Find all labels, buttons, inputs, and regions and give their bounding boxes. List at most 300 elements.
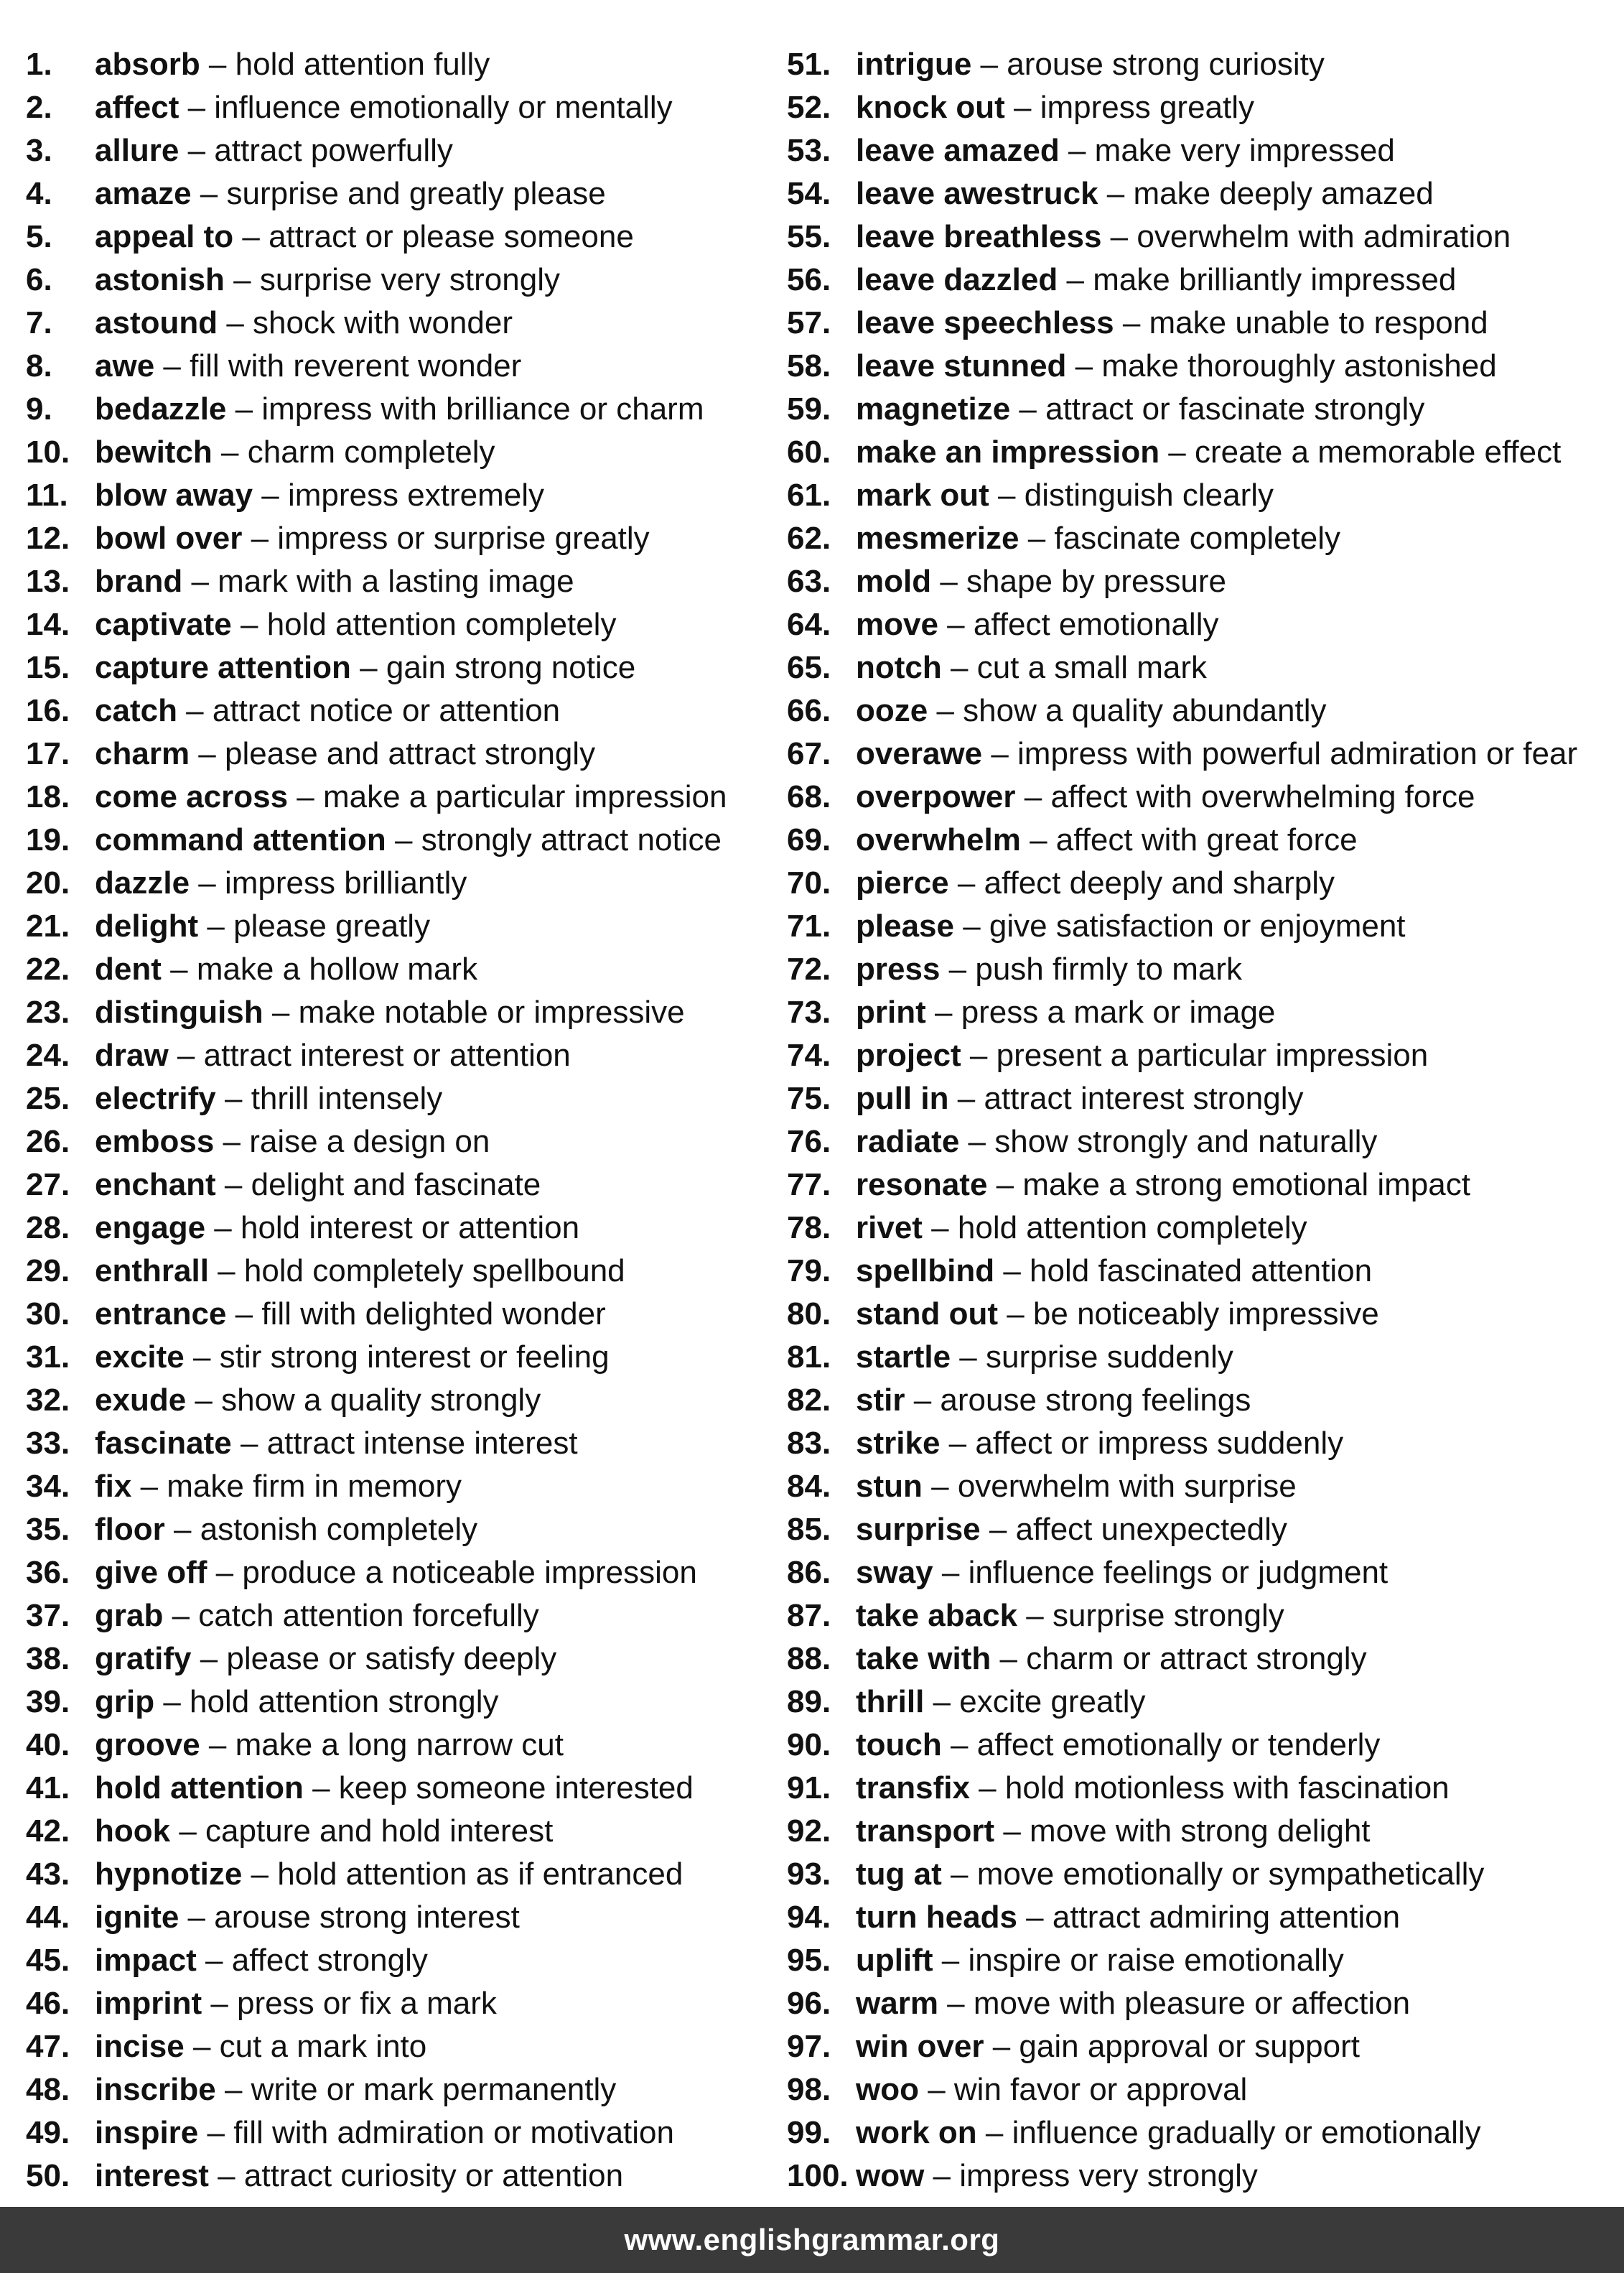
list-item bbox=[26, 1336, 773, 1379]
item-term: take aback bbox=[856, 1598, 1018, 1633]
item-number: 23. bbox=[26, 995, 70, 1030]
item-term: astound bbox=[95, 305, 218, 340]
item-definition: hold completely spellbound bbox=[243, 1253, 625, 1288]
item-definition: impress greatly bbox=[1040, 90, 1255, 125]
footer-url: www.englishgrammar.org bbox=[624, 2223, 1000, 2256]
item-term: bedazzle bbox=[95, 391, 227, 427]
item-term: interest bbox=[95, 2158, 209, 2193]
item-term: excite bbox=[95, 1339, 185, 1375]
item-definition: shape by pressure bbox=[966, 564, 1227, 599]
item-term: overawe bbox=[856, 736, 983, 771]
item-number: 68. bbox=[787, 779, 831, 814]
item-definition: raise a design on bbox=[249, 1124, 490, 1159]
item-separator: – bbox=[940, 952, 976, 987]
list-item bbox=[787, 2111, 1620, 2155]
item-definition: surprise very strongly bbox=[259, 262, 560, 297]
item-separator: – bbox=[198, 908, 234, 944]
item-separator: – bbox=[969, 1770, 1005, 1805]
item-separator: – bbox=[164, 1512, 200, 1547]
item-definition: present a particular impression bbox=[996, 1038, 1429, 1073]
item-separator: – bbox=[350, 650, 386, 685]
item-term: absorb bbox=[95, 47, 200, 82]
item-term: win over bbox=[856, 2029, 984, 2064]
item-separator: – bbox=[1010, 391, 1046, 427]
item-term: blow away bbox=[95, 478, 253, 513]
list-item bbox=[787, 1207, 1620, 1250]
item-definition: make a hollow mark bbox=[196, 952, 478, 987]
list-item bbox=[26, 345, 773, 388]
item-definition: affect unexpectedly bbox=[1015, 1512, 1287, 1547]
item-separator: – bbox=[177, 693, 213, 728]
item-term: groove bbox=[95, 1727, 200, 1762]
list-item bbox=[787, 2155, 1620, 2198]
item-number: 53. bbox=[787, 133, 831, 168]
item-definition: produce a noticeable impression bbox=[242, 1555, 697, 1590]
list-item bbox=[26, 560, 773, 603]
item-definition: influence emotionally or mentally bbox=[214, 90, 673, 125]
item-definition: make firm in memory bbox=[167, 1469, 462, 1504]
item-definition: impress very strongly bbox=[959, 2158, 1258, 2193]
item-separator: – bbox=[208, 2158, 244, 2193]
item-number: 95. bbox=[787, 1943, 831, 1978]
item-separator: – bbox=[994, 1813, 1030, 1849]
item-definition: distinguish clearly bbox=[1024, 478, 1274, 513]
item-number: 89. bbox=[787, 1684, 831, 1719]
list-item bbox=[26, 1594, 773, 1637]
item-term: fascinate bbox=[95, 1426, 232, 1461]
list-item bbox=[787, 517, 1620, 560]
item-number: 62. bbox=[787, 521, 831, 556]
item-separator: – bbox=[918, 2072, 954, 2107]
item-definition: hold attention completely bbox=[266, 607, 617, 642]
item-definition: attract intense interest bbox=[266, 1426, 578, 1461]
item-separator: – bbox=[924, 1684, 960, 1719]
item-separator: – bbox=[218, 305, 253, 340]
list-item bbox=[26, 1637, 773, 1681]
item-separator: – bbox=[1017, 1598, 1053, 1633]
item-separator: – bbox=[231, 1426, 267, 1461]
item-number: 100. bbox=[787, 2158, 849, 2193]
list-item bbox=[787, 1336, 1620, 1379]
item-separator: – bbox=[1098, 176, 1134, 211]
item-term: fix bbox=[95, 1469, 132, 1504]
item-number: 59. bbox=[787, 391, 831, 427]
list-item bbox=[787, 215, 1620, 259]
item-definition: impress extremely bbox=[288, 478, 544, 513]
item-definition: influence feelings or judgment bbox=[968, 1555, 1389, 1590]
item-number: 33. bbox=[26, 1426, 70, 1461]
item-definition: make thoroughly astonished bbox=[1101, 348, 1497, 384]
list-item bbox=[787, 86, 1620, 129]
item-separator: – bbox=[1159, 434, 1195, 470]
list-item bbox=[787, 1896, 1620, 1939]
item-separator: – bbox=[951, 1339, 986, 1375]
item-term: tug at bbox=[856, 1856, 942, 1892]
list-item bbox=[26, 1207, 773, 1250]
item-term: hold attention bbox=[95, 1770, 304, 1805]
item-number: 85. bbox=[787, 1512, 831, 1547]
item-number: 10. bbox=[26, 434, 70, 470]
item-separator: – bbox=[163, 1598, 199, 1633]
item-term: hook bbox=[95, 1813, 171, 1849]
item-definition: make brilliantly impressed bbox=[1093, 262, 1457, 297]
item-definition: please and attract strongly bbox=[225, 736, 596, 771]
item-separator: – bbox=[182, 564, 218, 599]
item-number: 1. bbox=[26, 47, 52, 82]
item-separator: – bbox=[200, 1727, 235, 1762]
item-number: 16. bbox=[26, 693, 70, 728]
item-number: 70. bbox=[787, 865, 831, 901]
list-item bbox=[26, 215, 773, 259]
list-item bbox=[26, 259, 773, 302]
item-number: 11. bbox=[26, 478, 68, 513]
list-item bbox=[787, 1939, 1620, 1982]
item-term: spellbind bbox=[856, 1253, 995, 1288]
list-item bbox=[26, 129, 773, 172]
item-number: 55. bbox=[787, 219, 831, 254]
item-separator: – bbox=[214, 1124, 250, 1159]
item-separator: – bbox=[994, 1253, 1030, 1288]
item-number: 17. bbox=[26, 736, 70, 771]
item-number: 39. bbox=[26, 1684, 70, 1719]
item-term: stir bbox=[856, 1382, 905, 1418]
list-item bbox=[26, 86, 773, 129]
item-separator: – bbox=[170, 1813, 206, 1849]
item-separator: – bbox=[931, 564, 967, 599]
item-number: 12. bbox=[26, 521, 70, 556]
item-number: 82. bbox=[787, 1382, 831, 1418]
item-number: 15. bbox=[26, 650, 70, 685]
item-definition: make a particular impression bbox=[322, 779, 727, 814]
item-definition: gain strong notice bbox=[386, 650, 636, 685]
item-definition: affect deeply and sharply bbox=[984, 865, 1335, 901]
item-separator: – bbox=[233, 219, 269, 254]
item-number: 28. bbox=[26, 1210, 70, 1245]
item-number: 44. bbox=[26, 1900, 70, 1935]
item-term: wow bbox=[856, 2158, 925, 2193]
list-item bbox=[26, 1422, 773, 1465]
list-item bbox=[787, 948, 1620, 991]
item-term: pull in bbox=[856, 1081, 949, 1116]
item-definition: hold motionless with fascination bbox=[1004, 1770, 1450, 1805]
item-separator: – bbox=[212, 434, 248, 470]
list-item bbox=[787, 819, 1620, 862]
item-separator: – bbox=[190, 865, 225, 901]
item-definition: move with pleasure or affection bbox=[973, 1986, 1411, 2021]
item-number: 98. bbox=[787, 2072, 831, 2107]
list-item bbox=[787, 1163, 1620, 1207]
item-term: dazzle bbox=[95, 865, 190, 901]
item-separator: – bbox=[196, 1943, 232, 1978]
item-definition: write or mark permanently bbox=[251, 2072, 617, 2107]
item-number: 81. bbox=[787, 1339, 831, 1375]
list-item bbox=[787, 302, 1620, 345]
item-number: 64. bbox=[787, 607, 831, 642]
item-term: dent bbox=[95, 952, 162, 987]
item-definition: keep someone interested bbox=[338, 1770, 694, 1805]
list-item bbox=[787, 776, 1620, 819]
item-number: 84. bbox=[787, 1469, 831, 1504]
item-term: leave awestruck bbox=[856, 176, 1098, 211]
list-item bbox=[26, 862, 773, 905]
item-separator: – bbox=[386, 822, 421, 857]
item-term: grab bbox=[95, 1598, 164, 1633]
list-item bbox=[26, 172, 773, 215]
item-definition: strongly attract notice bbox=[421, 822, 722, 857]
item-separator: – bbox=[224, 262, 260, 297]
item-term: emboss bbox=[95, 1124, 215, 1159]
item-separator: – bbox=[191, 1641, 227, 1676]
item-definition: attract curiosity or attention bbox=[243, 2158, 624, 2193]
item-number: 2. bbox=[26, 90, 52, 125]
list-item bbox=[26, 517, 773, 560]
item-separator: – bbox=[1019, 521, 1055, 556]
item-definition: surprise and greatly please bbox=[226, 176, 606, 211]
item-term: charm bbox=[95, 736, 190, 771]
item-term: overwhelm bbox=[856, 822, 1021, 857]
item-number: 20. bbox=[26, 865, 70, 901]
item-definition: make a strong emotional impact bbox=[1022, 1167, 1470, 1202]
item-separator: – bbox=[253, 478, 288, 513]
item-separator: – bbox=[953, 908, 989, 944]
item-definition: capture and hold interest bbox=[205, 1813, 554, 1849]
list-item bbox=[26, 1767, 773, 1810]
item-number: 31. bbox=[26, 1339, 70, 1375]
item-number: 4. bbox=[26, 176, 52, 211]
item-number: 35. bbox=[26, 1512, 70, 1547]
list-item bbox=[787, 1508, 1620, 1551]
item-definition: affect or impress suddenly bbox=[975, 1426, 1344, 1461]
list-item bbox=[787, 689, 1620, 733]
list-item bbox=[787, 862, 1620, 905]
item-number: 71. bbox=[787, 908, 831, 944]
item-number: 88. bbox=[787, 1641, 831, 1676]
item-definition: cut a small mark bbox=[976, 650, 1207, 685]
list-item bbox=[787, 1853, 1620, 1896]
item-separator: – bbox=[938, 607, 974, 642]
item-definition: please greatly bbox=[233, 908, 431, 944]
item-term: bowl over bbox=[95, 521, 243, 556]
item-separator: – bbox=[959, 1124, 995, 1159]
item-definition: affect emotionally or tenderly bbox=[976, 1727, 1381, 1762]
item-separator: – bbox=[184, 2029, 220, 2064]
item-definition: inspire or raise emotionally bbox=[968, 1943, 1344, 1978]
item-separator: – bbox=[941, 650, 977, 685]
list-item bbox=[787, 345, 1620, 388]
list-item bbox=[26, 2111, 773, 2155]
list-item bbox=[26, 2155, 773, 2198]
list-item bbox=[26, 1250, 773, 1293]
list-item bbox=[26, 474, 773, 517]
item-term: project bbox=[856, 1038, 961, 1073]
item-term: brand bbox=[95, 564, 183, 599]
list-item bbox=[787, 1379, 1620, 1422]
item-term: intrigue bbox=[856, 47, 972, 82]
item-term: mesmerize bbox=[856, 521, 1019, 556]
item-separator: – bbox=[1020, 822, 1056, 857]
list-item bbox=[787, 259, 1620, 302]
item-number: 47. bbox=[26, 2029, 70, 2064]
item-term: sway bbox=[856, 1555, 933, 1590]
item-term: command attention bbox=[95, 822, 386, 857]
item-separator: – bbox=[215, 1081, 251, 1116]
item-number: 36. bbox=[26, 1555, 70, 1590]
item-term: ooze bbox=[856, 693, 928, 728]
item-number: 79. bbox=[787, 1253, 831, 1288]
item-number: 42. bbox=[26, 1813, 70, 1849]
list-item bbox=[787, 603, 1620, 646]
item-definition: impress with powerful admiration or fear bbox=[1017, 736, 1578, 771]
item-definition: arouse strong interest bbox=[214, 1900, 520, 1935]
item-definition: make a long narrow cut bbox=[235, 1727, 564, 1762]
item-separator: – bbox=[1015, 779, 1051, 814]
item-definition: hold interest or attention bbox=[240, 1210, 580, 1245]
item-number: 7. bbox=[26, 305, 52, 340]
item-separator: – bbox=[925, 995, 961, 1030]
item-separator: – bbox=[179, 1900, 215, 1935]
item-separator: – bbox=[208, 1253, 244, 1288]
item-definition: overwhelm with surprise bbox=[957, 1469, 1297, 1504]
item-term: leave dazzled bbox=[856, 262, 1058, 297]
item-separator: – bbox=[961, 1038, 997, 1073]
item-definition: show a quality abundantly bbox=[963, 693, 1327, 728]
list-item bbox=[26, 646, 773, 689]
item-separator: – bbox=[940, 1426, 976, 1461]
item-separator: – bbox=[1017, 1900, 1053, 1935]
item-separator: – bbox=[242, 1856, 278, 1892]
list-item bbox=[787, 474, 1620, 517]
item-definition: attract or fascinate strongly bbox=[1045, 391, 1425, 427]
item-separator: – bbox=[202, 1986, 238, 2021]
item-term: please bbox=[856, 908, 954, 944]
item-term: make an impression bbox=[856, 434, 1160, 470]
item-number: 60. bbox=[787, 434, 831, 470]
item-separator: – bbox=[168, 1038, 204, 1073]
item-number: 77. bbox=[787, 1167, 831, 1202]
list-item bbox=[787, 431, 1620, 474]
list-item bbox=[26, 991, 773, 1034]
item-definition: excite greatly bbox=[959, 1684, 1146, 1719]
item-definition: charm or attract strongly bbox=[1026, 1641, 1367, 1676]
item-number: 13. bbox=[26, 564, 70, 599]
item-separator: – bbox=[976, 2115, 1012, 2150]
item-definition: impress brilliantly bbox=[224, 865, 467, 901]
item-term: touch bbox=[856, 1727, 942, 1762]
list-item bbox=[26, 776, 773, 819]
item-number: 83. bbox=[787, 1426, 831, 1461]
item-term: enthrall bbox=[95, 1253, 209, 1288]
item-term: appeal to bbox=[95, 219, 234, 254]
item-number: 21. bbox=[26, 908, 70, 944]
item-separator: – bbox=[231, 607, 267, 642]
item-term: transfix bbox=[856, 1770, 970, 1805]
item-term: leave amazed bbox=[856, 133, 1060, 168]
item-separator: – bbox=[179, 133, 215, 168]
item-term: turn heads bbox=[856, 1900, 1017, 1935]
item-separator: – bbox=[190, 736, 225, 771]
item-number: 3. bbox=[26, 133, 52, 168]
item-number: 49. bbox=[26, 2115, 70, 2150]
list-item bbox=[787, 991, 1620, 1034]
item-separator: – bbox=[922, 1469, 958, 1504]
list-item bbox=[26, 689, 773, 733]
list-item bbox=[787, 1465, 1620, 1508]
item-number: 50. bbox=[26, 2158, 70, 2193]
item-number: 86. bbox=[787, 1555, 831, 1590]
list-item bbox=[26, 1681, 773, 1724]
list-item bbox=[26, 1896, 773, 1939]
footer-bar bbox=[0, 2207, 1624, 2273]
list-item bbox=[787, 1077, 1620, 1120]
item-number: 57. bbox=[787, 305, 831, 340]
item-number: 92. bbox=[787, 1813, 831, 1849]
item-separator: – bbox=[938, 1986, 974, 2021]
item-definition: push firmly to mark bbox=[975, 952, 1242, 987]
item-term: ignite bbox=[95, 1900, 179, 1935]
item-term: gratify bbox=[95, 1641, 192, 1676]
item-number: 56. bbox=[787, 262, 831, 297]
item-definition: surprise strongly bbox=[1052, 1598, 1284, 1633]
item-definition: impress or surprise greatly bbox=[277, 521, 650, 556]
item-separator: – bbox=[215, 1167, 251, 1202]
item-term: captivate bbox=[95, 607, 232, 642]
item-separator: – bbox=[982, 736, 1018, 771]
list-item bbox=[26, 388, 773, 431]
item-number: 96. bbox=[787, 1986, 831, 2021]
list-item bbox=[787, 1594, 1620, 1637]
item-separator: – bbox=[198, 2115, 234, 2150]
list-item bbox=[26, 1551, 773, 1594]
list-item bbox=[787, 1810, 1620, 1853]
item-term: take with bbox=[856, 1641, 991, 1676]
item-number: 99. bbox=[787, 2115, 831, 2150]
item-term: press bbox=[856, 952, 941, 987]
list-item bbox=[26, 819, 773, 862]
item-term: capture attention bbox=[95, 650, 351, 685]
item-number: 46. bbox=[26, 1986, 70, 2021]
item-number: 76. bbox=[787, 1124, 831, 1159]
list-item bbox=[26, 1939, 773, 1982]
item-definition: fascinate completely bbox=[1054, 521, 1341, 556]
item-term: uplift bbox=[856, 1943, 933, 1978]
item-definition: hold attention as if entranced bbox=[277, 1856, 683, 1892]
item-number: 58. bbox=[787, 348, 831, 384]
item-number: 93. bbox=[787, 1856, 831, 1892]
item-definition: fill with reverent wonder bbox=[190, 348, 522, 384]
item-term: entrance bbox=[95, 1296, 227, 1331]
item-separator: – bbox=[207, 1555, 243, 1590]
list-item bbox=[787, 1724, 1620, 1767]
item-term: radiate bbox=[856, 1124, 960, 1159]
item-term: inspire bbox=[95, 2115, 199, 2150]
item-separator: – bbox=[941, 1727, 977, 1762]
list-item bbox=[787, 1120, 1620, 1163]
item-separator: – bbox=[226, 1296, 262, 1331]
item-term: notch bbox=[856, 650, 942, 685]
list-item bbox=[787, 1034, 1620, 1077]
item-definition: attract or please someone bbox=[269, 219, 634, 254]
item-separator: – bbox=[200, 47, 235, 82]
list-item bbox=[787, 172, 1620, 215]
item-separator: – bbox=[226, 391, 262, 427]
list-item bbox=[787, 1250, 1620, 1293]
item-definition: gain approval or support bbox=[1019, 2029, 1360, 2064]
item-term: startle bbox=[856, 1339, 951, 1375]
item-definition: attract powerfully bbox=[214, 133, 453, 168]
item-number: 80. bbox=[787, 1296, 831, 1331]
word-list-left-column bbox=[26, 43, 773, 2198]
item-number: 29. bbox=[26, 1253, 70, 1288]
